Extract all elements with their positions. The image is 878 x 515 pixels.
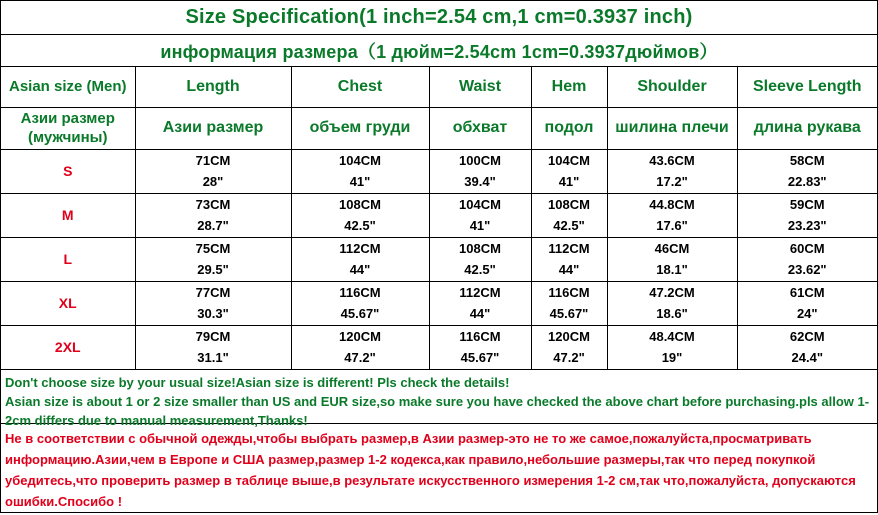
length-cell bbox=[135, 237, 291, 281]
note-en-line: Don't choose size by your usual size!Asian size is different! Pls check the details! bbox=[5, 374, 510, 390]
header-waist-ru: обхват bbox=[429, 107, 531, 149]
length-cell bbox=[135, 193, 291, 237]
shoulder-cell bbox=[607, 149, 737, 193]
shoulder-cm-value: 43.6CM bbox=[649, 153, 695, 168]
hem-inch-value: 44" bbox=[558, 262, 580, 277]
waist-cm-value: 112CM bbox=[459, 285, 501, 300]
waist-cell bbox=[429, 281, 531, 325]
length-inch-value: 30.3" bbox=[197, 306, 229, 321]
sleeve-cell bbox=[737, 193, 877, 237]
title-russian: информация размера（1 дюйм=2.54cm 1cm=0.3937дюймов） bbox=[1, 35, 877, 67]
sleeve-inch-value: 24" bbox=[796, 306, 818, 321]
length-cell bbox=[135, 281, 291, 325]
waist-cm-value: 100CM bbox=[459, 153, 501, 168]
sleeve-inch-value: 22.83" bbox=[787, 174, 827, 189]
size-label: XL bbox=[1, 281, 135, 325]
header-chest: Chest bbox=[291, 67, 429, 107]
length-cm-value: 77CM bbox=[195, 285, 231, 300]
hem-cell bbox=[531, 325, 607, 369]
waist-inch-value: 41" bbox=[469, 218, 491, 233]
chest-cell bbox=[291, 193, 429, 237]
shoulder-cm-value: 47.2CM bbox=[649, 285, 695, 300]
shoulder-cm-value: 46CM bbox=[654, 241, 690, 256]
waist-cell bbox=[429, 237, 531, 281]
shoulder-cell bbox=[607, 281, 737, 325]
shoulder-cm-value: 44.8CM bbox=[649, 197, 695, 212]
header-chest-ru: объем груди bbox=[291, 107, 429, 149]
chest-cm-value: 120CM bbox=[339, 329, 381, 344]
chest-inch-value: 41" bbox=[349, 174, 371, 189]
size-table bbox=[1, 67, 877, 370]
chest-cell bbox=[291, 237, 429, 281]
header-length-ru: Азии размер bbox=[135, 107, 291, 149]
sleeve-cell bbox=[737, 237, 877, 281]
header-length: Length bbox=[135, 67, 291, 107]
waist-inch-value: 39.4" bbox=[464, 174, 496, 189]
chest-cm-value: 104CM bbox=[339, 153, 381, 168]
header-asian-size-ru: Азии размер (мужчины) bbox=[1, 107, 135, 149]
length-inch-value: 28" bbox=[202, 174, 224, 189]
notes-russian bbox=[1, 424, 877, 515]
waist-cm-value: 116CM bbox=[459, 329, 501, 344]
header-asian-size: Asian size (Men) bbox=[1, 67, 135, 107]
note-ru-line: информацию.Азии,чем в Европе и США размер,размер 1-2 кодекса,как правило,небольшие размеры,так что перед покупкой bbox=[5, 451, 816, 467]
chest-cm-value: 112CM bbox=[339, 241, 381, 256]
title-english: Size Specification(1 inch=2.54 cm,1 cm=0.3937 inch) bbox=[1, 1, 877, 35]
chest-cell bbox=[291, 281, 429, 325]
length-cm-value: 79CM bbox=[195, 329, 231, 344]
header-hem: Hem bbox=[531, 67, 607, 107]
chest-cm-value: 116CM bbox=[339, 285, 381, 300]
size-row bbox=[1, 149, 877, 193]
sleeve-cm-value: 59CM bbox=[789, 197, 825, 212]
header-sleeve: Sleeve Length bbox=[737, 67, 877, 107]
chest-inch-value: 44" bbox=[349, 262, 371, 277]
length-inch-value: 31.1" bbox=[197, 350, 229, 365]
sleeve-inch-value: 23.62" bbox=[787, 262, 827, 277]
note-en-line: Asian size is about 1 or 2 size smaller than US and EUR size,so make sure you have checked the above chart before purchasing.pls allow 1- bbox=[5, 393, 870, 409]
length-inch-value: 29.5" bbox=[197, 262, 229, 277]
chest-inch-value: 47.2" bbox=[344, 350, 376, 365]
sleeve-cm-value: 61CM bbox=[789, 285, 825, 300]
shoulder-inch-value: 17.2" bbox=[656, 174, 688, 189]
sleeve-cm-value: 58CM bbox=[789, 153, 825, 168]
shoulder-inch-value: 17.6" bbox=[656, 218, 688, 233]
size-label: S bbox=[1, 149, 135, 193]
hem-inch-value: 41" bbox=[558, 174, 580, 189]
chest-inch-value: 42.5" bbox=[344, 218, 376, 233]
size-row bbox=[1, 325, 877, 369]
length-cell bbox=[135, 325, 291, 369]
chest-cell bbox=[291, 325, 429, 369]
sleeve-cell bbox=[737, 325, 877, 369]
chest-cm-value: 108CM bbox=[339, 197, 381, 212]
hem-cell bbox=[531, 237, 607, 281]
waist-cm-value: 104CM bbox=[459, 197, 501, 212]
header-shoulder: Shoulder bbox=[607, 67, 737, 107]
header-waist: Waist bbox=[429, 67, 531, 107]
shoulder-cm-value: 48.4CM bbox=[649, 329, 695, 344]
sleeve-cell bbox=[737, 281, 877, 325]
hem-inch-value: 42.5" bbox=[553, 218, 585, 233]
sleeve-cm-value: 62CM bbox=[789, 329, 825, 344]
waist-cell bbox=[429, 193, 531, 237]
header-sleeve-ru: длина рукава bbox=[737, 107, 877, 149]
chest-inch-value: 45.67" bbox=[340, 306, 380, 321]
hem-cm-value: 108CM bbox=[548, 197, 590, 212]
waist-inch-value: 42.5" bbox=[464, 262, 496, 277]
size-row bbox=[1, 237, 877, 281]
shoulder-inch-value: 18.6" bbox=[656, 306, 688, 321]
length-cell bbox=[135, 149, 291, 193]
waist-inch-value: 45.67" bbox=[460, 350, 500, 365]
size-label: M bbox=[1, 193, 135, 237]
shoulder-inch-value: 18.1" bbox=[656, 262, 688, 277]
waist-cm-value: 108CM bbox=[459, 241, 501, 256]
hem-cm-value: 104CM bbox=[548, 153, 590, 168]
header-shoulder-ru: шилина плечи bbox=[607, 107, 737, 149]
size-label: 2XL bbox=[1, 325, 135, 369]
hem-cell bbox=[531, 149, 607, 193]
note-ru-line: ошибки.Спосибо ! bbox=[5, 493, 123, 509]
waist-cell bbox=[429, 325, 531, 369]
length-cm-value: 73CM bbox=[195, 197, 231, 212]
waist-cell bbox=[429, 149, 531, 193]
length-inch-value: 28.7" bbox=[197, 218, 229, 233]
notes-english bbox=[1, 370, 877, 428]
header-row-russian bbox=[1, 107, 877, 149]
hem-cm-value: 120CM bbox=[548, 329, 590, 344]
shoulder-cell bbox=[607, 237, 737, 281]
shoulder-cell bbox=[607, 193, 737, 237]
note-en-line: 2cm differs due to manual measurement,Thanks! bbox=[5, 412, 308, 428]
hem-inch-value: 45.67" bbox=[549, 306, 589, 321]
header-hem-ru: подол bbox=[531, 107, 607, 149]
waist-inch-value: 44" bbox=[469, 306, 491, 321]
chest-cell bbox=[291, 149, 429, 193]
note-ru-line: убедитесь,что проверить размер в таблице выше,в результате искусственного измерения 1-2 см,так что,пожалуйста, допускаются bbox=[5, 472, 856, 488]
hem-cell bbox=[531, 193, 607, 237]
size-row bbox=[1, 193, 877, 237]
length-cm-value: 71CM bbox=[195, 153, 231, 168]
sleeve-inch-value: 24.4" bbox=[791, 350, 823, 365]
sleeve-cm-value: 60CM bbox=[789, 241, 825, 256]
sleeve-cell bbox=[737, 149, 877, 193]
hem-cm-value: 112CM bbox=[548, 241, 590, 256]
hem-cm-value: 116CM bbox=[548, 285, 590, 300]
header-row-english bbox=[1, 67, 877, 107]
shoulder-cell bbox=[607, 325, 737, 369]
length-cm-value: 75CM bbox=[195, 241, 231, 256]
sleeve-inch-value: 23.23" bbox=[787, 218, 827, 233]
hem-cell bbox=[531, 281, 607, 325]
hem-inch-value: 47.2" bbox=[553, 350, 585, 365]
shoulder-inch-value: 19" bbox=[661, 350, 683, 365]
size-label: L bbox=[1, 237, 135, 281]
size-row bbox=[1, 281, 877, 325]
note-ru-line: Не в соответствии с обычной одежды,чтобы выбрать размер,в Азии размер-это не то же самое,пожалуйста,просматривать bbox=[5, 430, 812, 446]
